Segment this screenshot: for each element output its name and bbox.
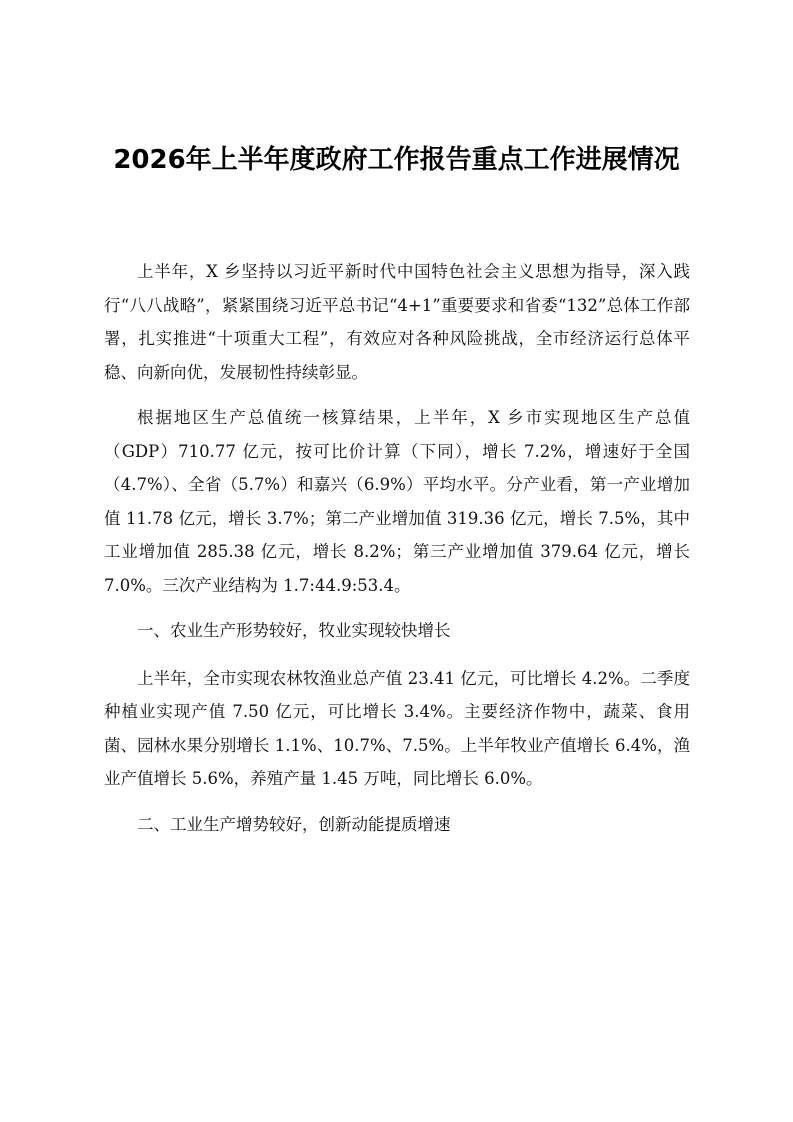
document-body bbox=[104, 255, 690, 855]
paragraph-gdp: 根据地区生产总值统一核算结果，上半年，X 乡市实现地区生产总值（GDP）710.77 亿元，按可比价计算（下同），增长 7.2%，增速好于全国（4.7%）、全省（5.7%）和嘉兴（6.9%）平均水平。分产业看，第一产业增加值 11.78 亿元，增长 3.7%；第二产业增加值 319.36 亿元，增长 7.5%，其中工业增加值 285.38 亿元，增长 8.2%；第三产业增加值 379.64 亿元，增长 7.0%。三次产业结构为 1.7:44.9:53.4。 bbox=[104, 408, 690, 595]
document-title: 2026年上半年度政府工作报告重点工作进展情况 bbox=[113, 145, 680, 175]
section-heading-agriculture: 一、农业生产形势较好，牧业实现较快增长 bbox=[137, 621, 451, 640]
section-heading-industry: 二、工业生产增势较好，创新动能提质增速 bbox=[137, 814, 451, 834]
paragraph-agriculture: 上半年，全市实现农林牧渔业总产值 23.41 亿元，可比增长 4.2%。二季度种植业实现产值 7.50 亿元，可比增长 3.4%。主要经济作物中，蔬菜、食用菌、园林水果分别增长 1.1%、10.7%、7.5%。上半年牧业产值增长 6.4%，渔业产值增长 5.6%，养殖产量 1.45 万吨，同比增长 6.0%。 bbox=[104, 668, 690, 788]
paragraph-intro: 上半年，X 乡坚持以习近平新时代中国特色社会主义思想为指导，深入践行“八八战略”，紧紧围绕习近平总书记“4+1”重要要求和省委“132”总体工作部署，扎实推进“十项重大工程”，有效应对各种风险挑战，全市经济运行总体平稳、向新向优，发展韧性持续彰显。 bbox=[104, 262, 690, 382]
